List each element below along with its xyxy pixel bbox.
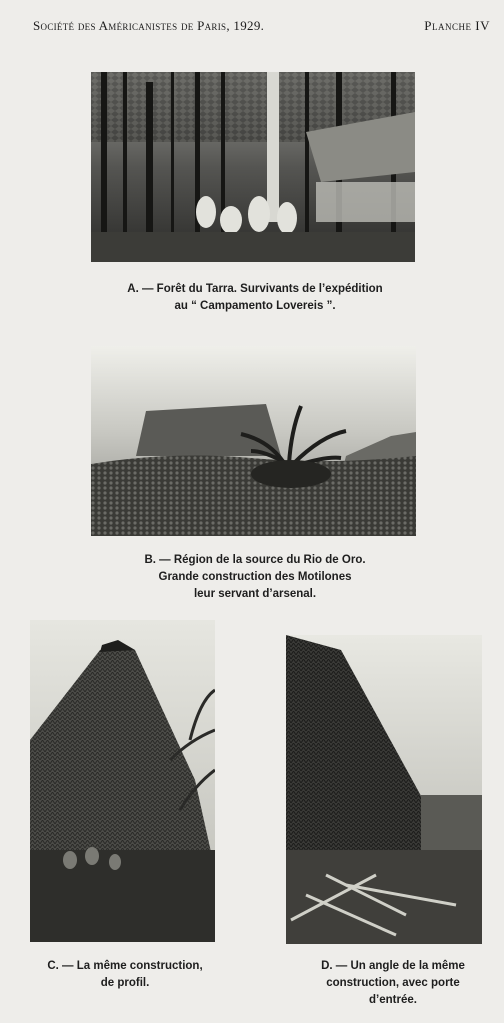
caption-line: leur servant d’arsenal. — [193, 588, 317, 600]
photo-forest-survivors — [91, 72, 415, 262]
caption-line: A. — Forêt du Tarra. Survivants de l’expédition — [127, 283, 383, 295]
photo-construction-profile — [30, 620, 215, 942]
caption-line: B. — Région de la source du Rio de Oro. — [144, 554, 366, 566]
page-header-title: Société des Américanistes de Paris, 1929. — [33, 18, 265, 33]
caption-plate-a — [40, 281, 470, 315]
caption-line: de profil. — [100, 977, 150, 989]
photo-rio-de-oro-construction — [91, 346, 416, 536]
caption-plate-b — [40, 552, 470, 603]
caption-line: Grande construction des Motilones — [158, 571, 352, 583]
caption-line: au “ Campamento Lovereis ”. — [174, 300, 336, 312]
caption-line: D. — Un angle de la même — [321, 960, 465, 972]
caption-line: d’entrée. — [369, 994, 417, 1006]
plate-number: Planche IV — [424, 18, 490, 33]
caption-line: construction, avec porte — [326, 977, 460, 989]
caption-line: C. — La même construction, — [47, 960, 203, 972]
photo-construction-corner-door — [286, 635, 482, 944]
caption-plate-c — [20, 958, 230, 992]
caption-plate-d — [285, 958, 501, 1009]
